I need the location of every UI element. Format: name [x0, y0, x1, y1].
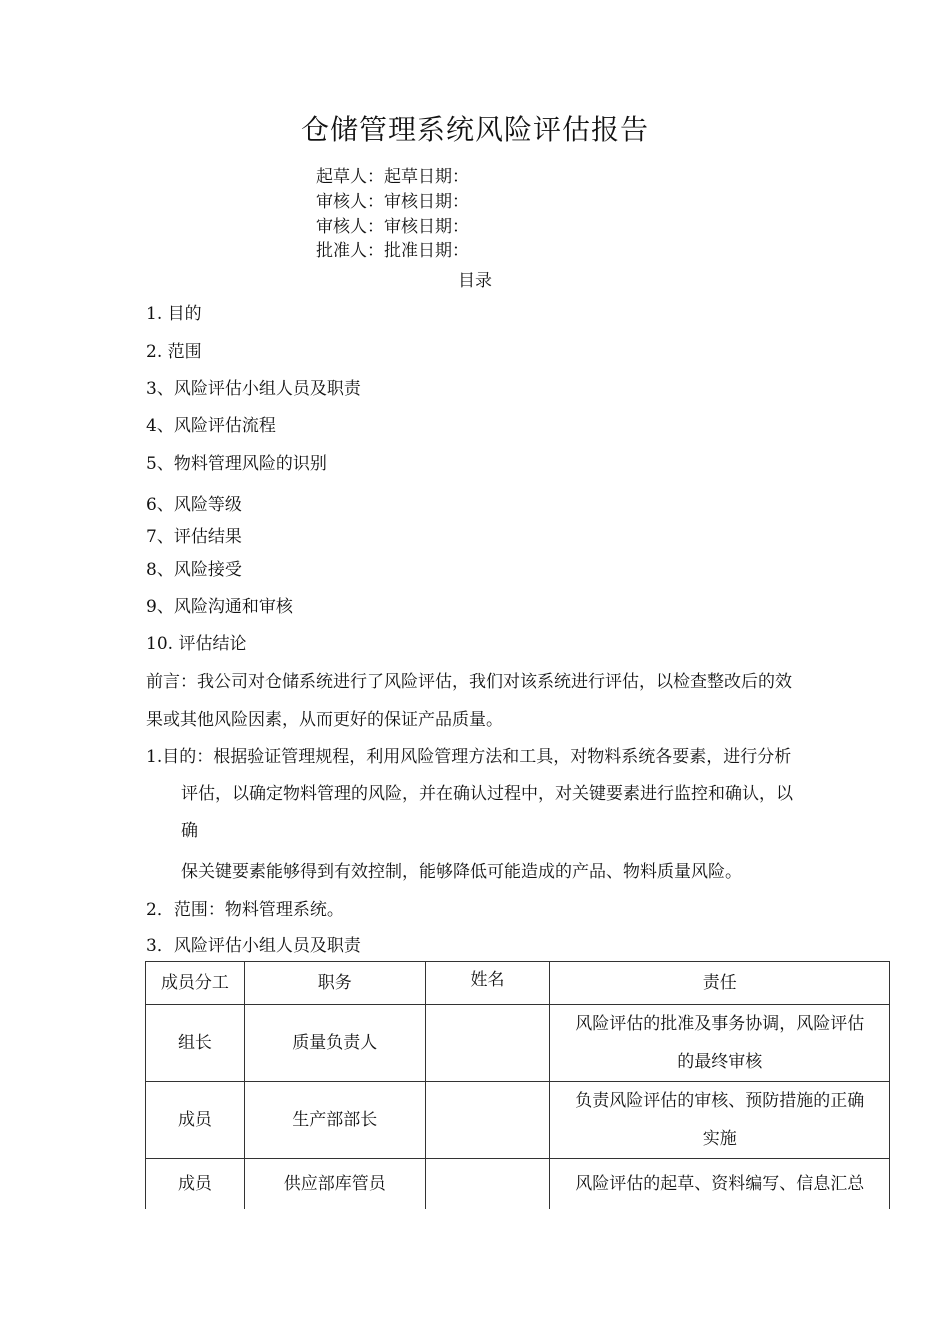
toc-item: 3、风险评估小组人员及职责: [146, 379, 361, 399]
header-cell: 职务: [244, 962, 425, 1005]
header-cell: 成员分工: [146, 962, 245, 1005]
toc-item: 1. 目的: [146, 304, 202, 324]
toc-item: 8、风险接受: [146, 560, 242, 580]
signoff-approver: 批准人：批准日期：: [316, 241, 469, 261]
toc-item: 5、物料管理风险的识别: [146, 454, 327, 474]
scope-line: 2．范围：物料管理系统。: [146, 900, 344, 920]
table-row: [146, 1082, 890, 1159]
document-title: 仓储管理系统风险评估报告: [300, 113, 649, 146]
purpose-line: 评估，以确定物料管理的风险，并在确认过程中，对关键要素进行监控和确认，以: [181, 784, 793, 804]
role-cell: 成员: [146, 1082, 245, 1159]
purpose-line: 保关键要素能够得到有效控制，能够降低可能造成的产品、物料质量风险。: [181, 862, 742, 882]
responsibility-cell: [550, 1082, 890, 1159]
signoff-reviewer-1: 审核人：审核日期：: [316, 192, 469, 212]
position-cell: 质量负责人: [244, 1005, 425, 1082]
toc-item: 4、风险评估流程: [146, 416, 276, 436]
team-heading: 3．风险评估小组人员及职责: [146, 936, 361, 956]
responsibility-line: 的最终审核: [677, 1052, 763, 1072]
table-row: [146, 1005, 890, 1082]
toc-item: 9、风险沟通和审核: [146, 597, 293, 617]
table-header-row: [146, 962, 890, 1005]
signoff-reviewer-2: 审核人：审核日期：: [316, 217, 469, 237]
responsibility-cell: [550, 1005, 890, 1082]
name-cell: [425, 1159, 550, 1210]
preface-line: 前言：我公司对仓储系统进行了风险评估，我们对该系统进行评估，以检查整改后的效: [146, 672, 792, 692]
preface-line: 果或其他风险因素，从而更好的保证产品质量。: [146, 710, 503, 730]
responsibility-cell: 风险评估的起草、资料编写、信息汇总: [550, 1159, 890, 1210]
team-table: [145, 961, 890, 1209]
header-cell: 姓名: [425, 962, 550, 1005]
role-cell: 组长: [146, 1005, 245, 1082]
toc-item: 6、风险等级: [146, 495, 242, 515]
signoff-drafter: 起草人：起草日期：: [316, 167, 469, 187]
name-cell: [425, 1005, 550, 1082]
table-row: [146, 1159, 890, 1210]
position-cell: 生产部部长: [244, 1082, 425, 1159]
header-cell: 责任: [550, 962, 890, 1005]
purpose-line: 1.目的：根据验证管理规程，利用风险管理方法和工具，对物料系统各要素，进行分析: [146, 747, 792, 767]
purpose-line: 确: [181, 821, 198, 841]
role-cell: 成员: [146, 1159, 245, 1210]
responsibility-line: 风险评估的批准及事务协调，风险评估: [575, 1014, 865, 1034]
responsibility-line: 负责风险评估的审核、预防措施的正确: [575, 1091, 865, 1111]
name-cell: [425, 1082, 550, 1159]
toc-item: 10. 评估结论: [146, 634, 247, 654]
toc-heading: 目录: [458, 271, 492, 291]
position-cell: 供应部库管员: [244, 1159, 425, 1210]
toc-item: 7、评估结果: [146, 527, 242, 547]
responsibility-line: 实施: [702, 1129, 737, 1149]
toc-item: 2. 范围: [146, 342, 202, 362]
